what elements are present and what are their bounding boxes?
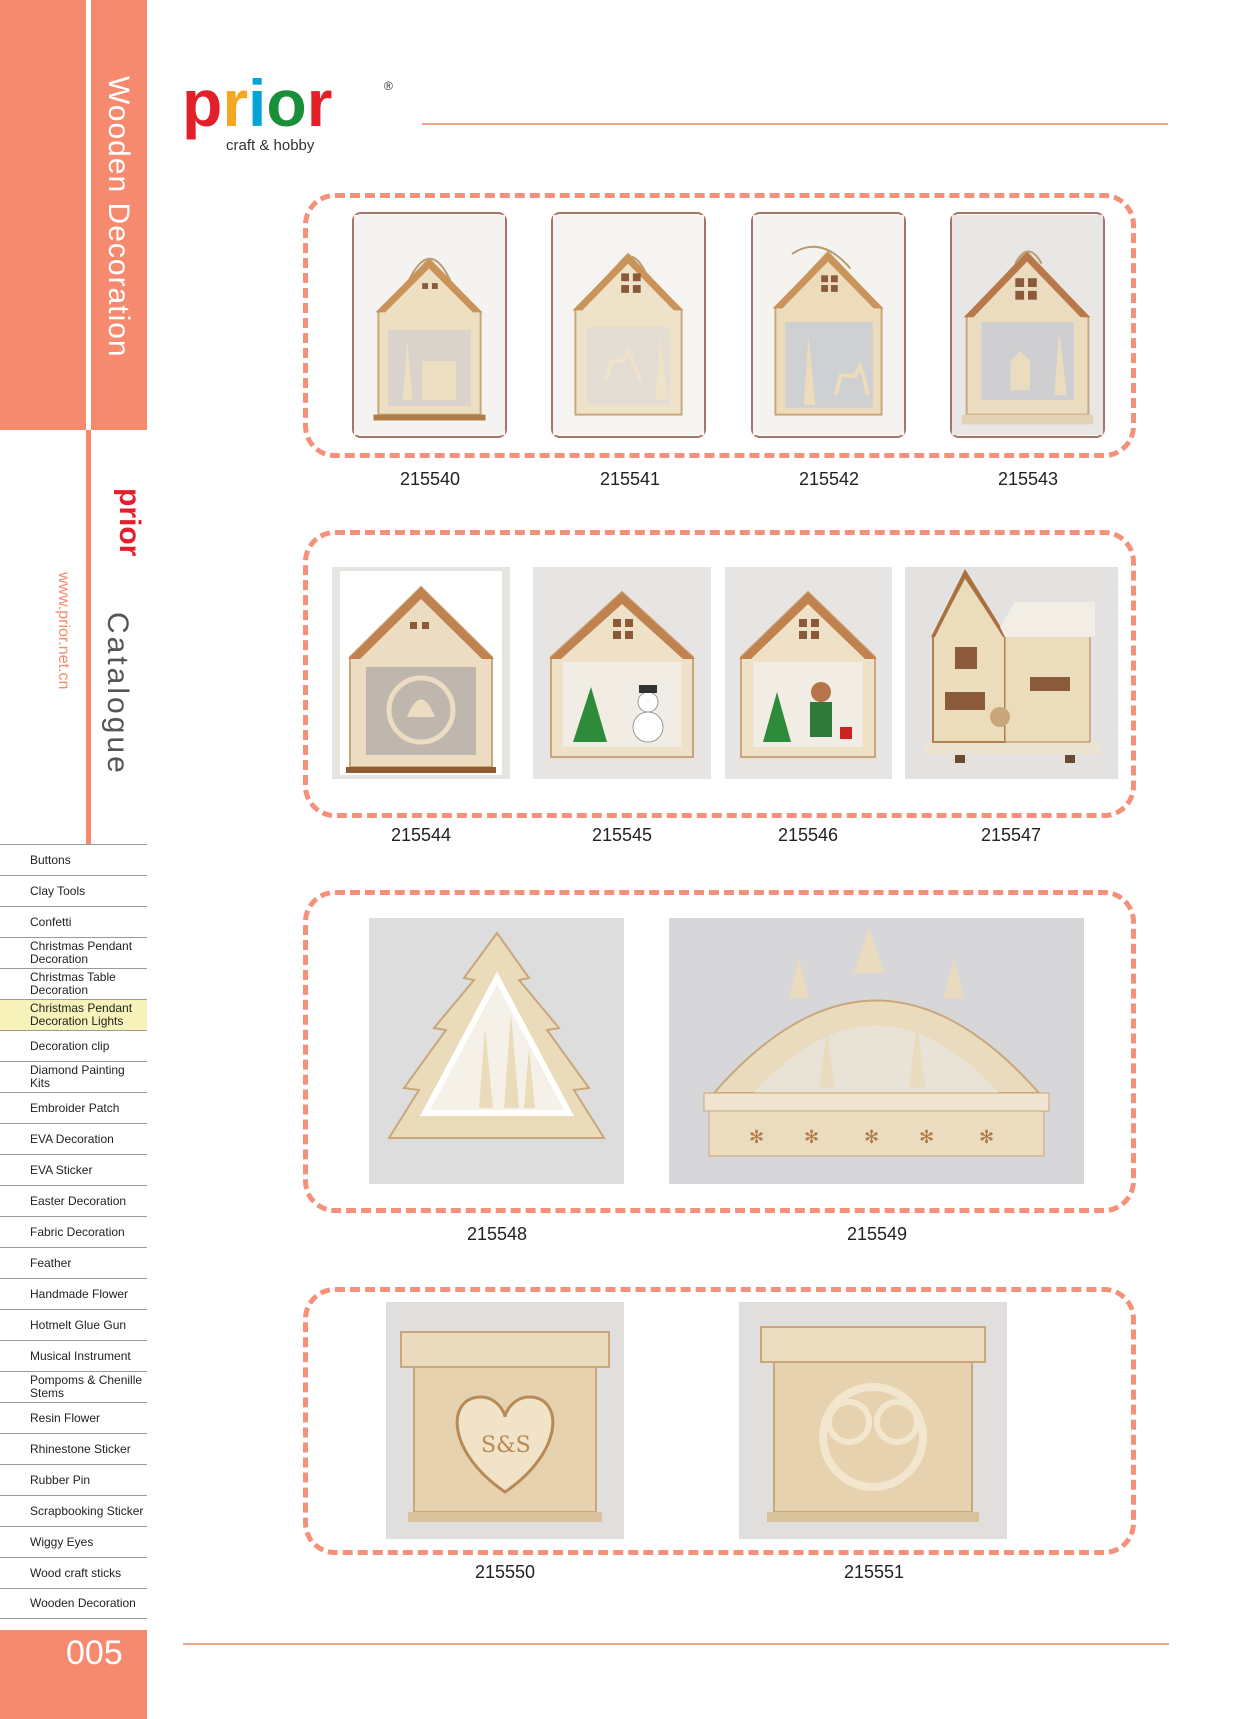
product-code: 215544	[390, 825, 452, 845]
house-reindeer-figure-icon	[725, 567, 892, 779]
house-ornament-icon	[354, 214, 505, 436]
product-code: 215540	[399, 469, 461, 489]
svg-text:prior: prior	[113, 488, 146, 557]
product-image-215550[interactable]	[386, 1302, 624, 1539]
product-code: 215545	[591, 825, 653, 845]
product-code: 215542	[798, 469, 860, 489]
category-item[interactable]: EVA Sticker	[0, 1154, 147, 1185]
svg-text:S&S: S&S	[481, 1433, 531, 1458]
product-code: 215546	[777, 825, 839, 845]
product-image-215551[interactable]	[739, 1302, 1007, 1539]
svg-text:✻: ✻	[749, 1127, 765, 1148]
product-image-215542[interactable]	[751, 212, 906, 438]
house-snowman-icon	[533, 567, 711, 779]
wooden-lace-box-icon	[739, 1302, 1007, 1539]
product-image-215549[interactable]	[669, 918, 1084, 1184]
house-ornament-tree-icon	[753, 214, 904, 436]
house-ornament-church-icon	[952, 214, 1103, 436]
category-item[interactable]: Rhinestone Sticker	[0, 1433, 147, 1464]
category-item[interactable]: Scrapbooking Sticker	[0, 1495, 147, 1526]
category-item[interactable]: EVA Decoration	[0, 1123, 147, 1154]
section-title: Wooden Decoration	[102, 76, 135, 358]
logo-letter-p: prior	[182, 66, 333, 140]
category-item[interactable]: Hotmelt Glue Gun	[0, 1309, 147, 1340]
svg-text:✻: ✻	[804, 1127, 820, 1148]
house-ornament-bell-icon	[332, 567, 510, 779]
category-item[interactable]: Feather	[0, 1247, 147, 1278]
logo-tagline: craft & hobby	[226, 137, 315, 154]
category-item[interactable]: Easter Decoration	[0, 1185, 147, 1216]
category-item[interactable]: Christmas Table Decoration	[0, 968, 147, 999]
product-code: 215541	[599, 469, 661, 489]
wooden-heart-box-icon	[386, 1302, 624, 1539]
category-item[interactable]: Pompoms & Chenille Stems	[0, 1371, 147, 1402]
category-list	[0, 844, 147, 1619]
house-ornament-reindeer-icon	[553, 214, 704, 436]
category-item[interactable]: Buttons	[0, 844, 147, 875]
category-item[interactable]: Rubber Pin	[0, 1464, 147, 1495]
wooden-candle-arch-icon	[669, 918, 1084, 1184]
wooden-cottage-icon	[905, 567, 1118, 779]
footer-rule	[183, 1643, 1169, 1645]
category-item[interactable]: Wood craft sticks	[0, 1557, 147, 1588]
side-band-line	[86, 430, 91, 845]
category-item[interactable]: Fabric Decoration	[0, 1216, 147, 1247]
category-item-active[interactable]: Christmas Pendant Decoration Lights	[0, 999, 147, 1030]
category-item[interactable]: Embroider Patch	[0, 1092, 147, 1123]
svg-text:✻: ✻	[919, 1127, 935, 1148]
product-code: 215548	[466, 1224, 528, 1244]
website-url[interactable]: www.prior.net.cn	[55, 572, 72, 690]
category-item[interactable]: Christmas Pendant Decoration	[0, 937, 147, 968]
product-code: 215551	[843, 1562, 905, 1582]
product-code: 215547	[980, 825, 1042, 845]
category-item[interactable]: Diamond Painting Kits	[0, 1061, 147, 1092]
side-prior-logo	[100, 488, 146, 580]
product-code: 215543	[997, 469, 1059, 489]
product-image-215548[interactable]	[369, 918, 624, 1184]
product-code: 215550	[474, 1562, 536, 1582]
product-image-215544[interactable]	[332, 567, 510, 779]
side-band-top	[0, 0, 86, 430]
svg-text:✻: ✻	[864, 1127, 880, 1148]
page-number: 005	[66, 1634, 123, 1672]
svg-text:✻: ✻	[979, 1127, 995, 1148]
prior-logo[interactable]	[180, 68, 400, 158]
product-image-215540[interactable]	[352, 212, 507, 438]
category-item[interactable]: Confetti	[0, 906, 147, 937]
wooden-christmas-tree-icon	[369, 918, 624, 1184]
category-item[interactable]: Handmade Flower	[0, 1278, 147, 1309]
product-image-215543[interactable]	[950, 212, 1105, 438]
product-image-215541[interactable]	[551, 212, 706, 438]
product-code: 215549	[846, 1224, 908, 1244]
product-image-215545[interactable]	[533, 567, 711, 779]
header-rule	[422, 123, 1168, 125]
category-item[interactable]: Decoration clip	[0, 1030, 147, 1061]
category-item[interactable]: Musical Instrument	[0, 1340, 147, 1371]
catalogue-label: Catalogue	[101, 612, 134, 776]
registered-mark: ®	[384, 79, 393, 93]
category-item[interactable]: Resin Flower	[0, 1402, 147, 1433]
category-item[interactable]: Wiggy Eyes	[0, 1526, 147, 1557]
category-item[interactable]: Wooden Decoration	[0, 1588, 147, 1619]
product-image-215547[interactable]	[905, 567, 1118, 779]
product-image-215546[interactable]	[725, 567, 892, 779]
category-item[interactable]: Clay Tools	[0, 875, 147, 906]
